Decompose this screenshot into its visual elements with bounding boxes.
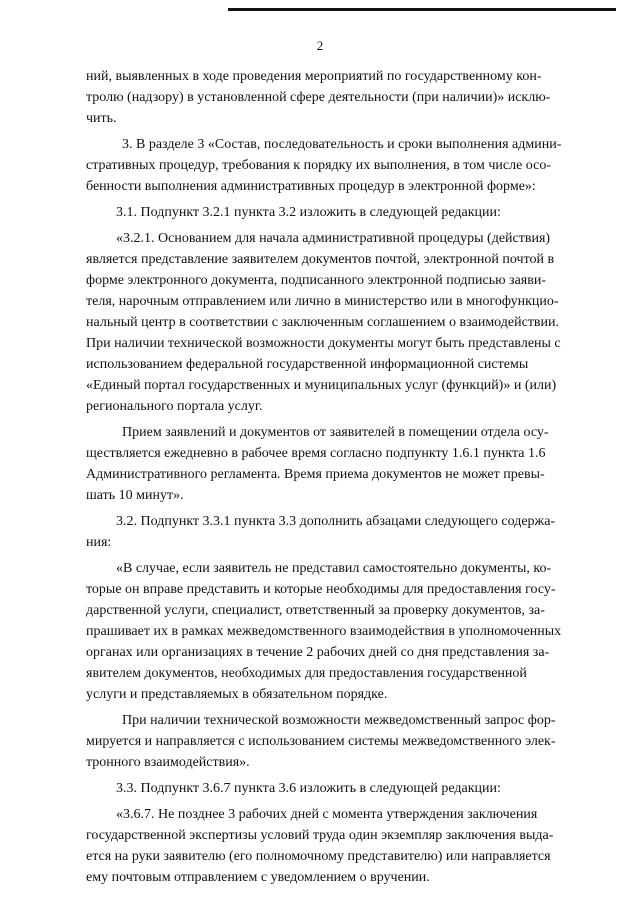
text-line: государственной экспертизы условий труда один экземпляр заключения выда- [86,828,554,843]
text-line: «3.6.7. Не позднее 3 рабочих дней с момента утверждения заключения [116,807,538,822]
text-line: услуги и представляемых в обязательном порядке. [86,687,388,702]
text-line: шать 10 минут». [86,488,184,503]
paragraph-3-2 [86,511,572,553]
text-line: «3.2.1. Основанием для начала административной процедуры (действия) [116,231,551,246]
paragraph-3-3 [86,778,572,799]
text-line: тролю (надзору) в установленной сфере деятельности (при наличии)» исклю- [86,90,551,105]
text-line: мируется и направляется с использованием системы межведомственного элек- [86,734,556,749]
text-line: тронного взаимодействия». [86,755,250,770]
text-line: дарственной услуги, специалист, ответственный за проверку документов, за- [86,603,545,618]
paragraph-continuation [86,66,572,129]
text-line: ний, выявленных в ходе проведения мероприятий по государственному кон- [86,69,542,84]
text-line: 3.2. Подпункт 3.3.1 пункта 3.3 дополнить абзацами следующего содержа- [116,514,556,529]
paragraph-reception [86,422,572,506]
paragraph-3-1 [86,202,572,223]
text-line: регионального портала услуг. [86,399,263,414]
text-line: чить. [86,111,117,126]
text-line: ется на руки заявителю (его полномочному представителю) или направляется [86,849,551,864]
text-line: использованием федеральной государственной информационной системы [86,357,529,372]
text-line: При наличии технической возможности документы могут быть представлены с [86,336,561,351]
paragraph-3-6-7 [86,804,572,888]
text-line: Административного регламента. Время приема документов не может превы- [86,467,545,482]
text-line: стративных процедур, требования к порядку их выполнения, в том числе осо- [86,158,552,173]
text-line: нальный центр в соответствии с заключенным соглашением о взаимодействии. [86,315,560,330]
text-line: явителем документов, необходимых для предоставления государственной [86,666,527,681]
text-line: «Единый портал государственных и муниципальных услуг (функций)» и (или) [86,378,557,393]
text-line: При наличии технической возможности межведомственный запрос фор- [122,713,556,728]
paragraph-3-2-1 [86,228,572,417]
text-line: «В случае, если заявитель не представил самостоятельно документы, ко- [116,561,552,576]
top-rule [228,8,616,11]
text-line: ществляется ежедневно в рабочее время согласно подпункту 1.6.1 пункта 1.6 [86,446,546,461]
text-line: торые он вправе представить и которые необходимы для предоставления госу- [86,582,556,597]
paragraph-section-3 [86,134,572,197]
text-line: ему почтовым отправлением с уведомлением о вручении. [86,870,430,885]
text-line: форме электронного документа, подписанного электронной подписью заяви- [86,273,546,288]
text-line: 3.3. Подпункт 3.6.7 пункта 3.6 изложить в следующей редакции: [116,781,501,796]
paragraph-interagency-request [86,558,572,705]
text-line: теля, нарочным отправлением или лично в министерство или в многофункцио- [86,294,559,309]
text-line: 3.1. Подпункт 3.2.1 пункта 3.2 изложить в следующей редакции: [116,205,501,220]
page-number: 2 [316,38,324,53]
text-line: ния: [86,535,112,550]
text-line: является представление заявителем документов почтой, электронной почтой в [86,252,555,267]
text-line: 3. В разделе 3 «Состав, последовательность и сроки выполнения админи- [122,137,562,152]
text-line: прашивает их в рамках межведомственного взаимодействия в уполномоченных [86,624,562,639]
document-body [86,66,572,893]
paragraph-electronic-interaction [86,710,572,773]
text-line: органах или организациях в течение 2 рабочих дней со дня представления за- [86,645,550,660]
text-line: бенности выполнения административных процедур в электронной форме»: [86,179,536,194]
text-line: Прием заявлений и документов от заявителей в помещении отдела осу- [122,425,549,440]
